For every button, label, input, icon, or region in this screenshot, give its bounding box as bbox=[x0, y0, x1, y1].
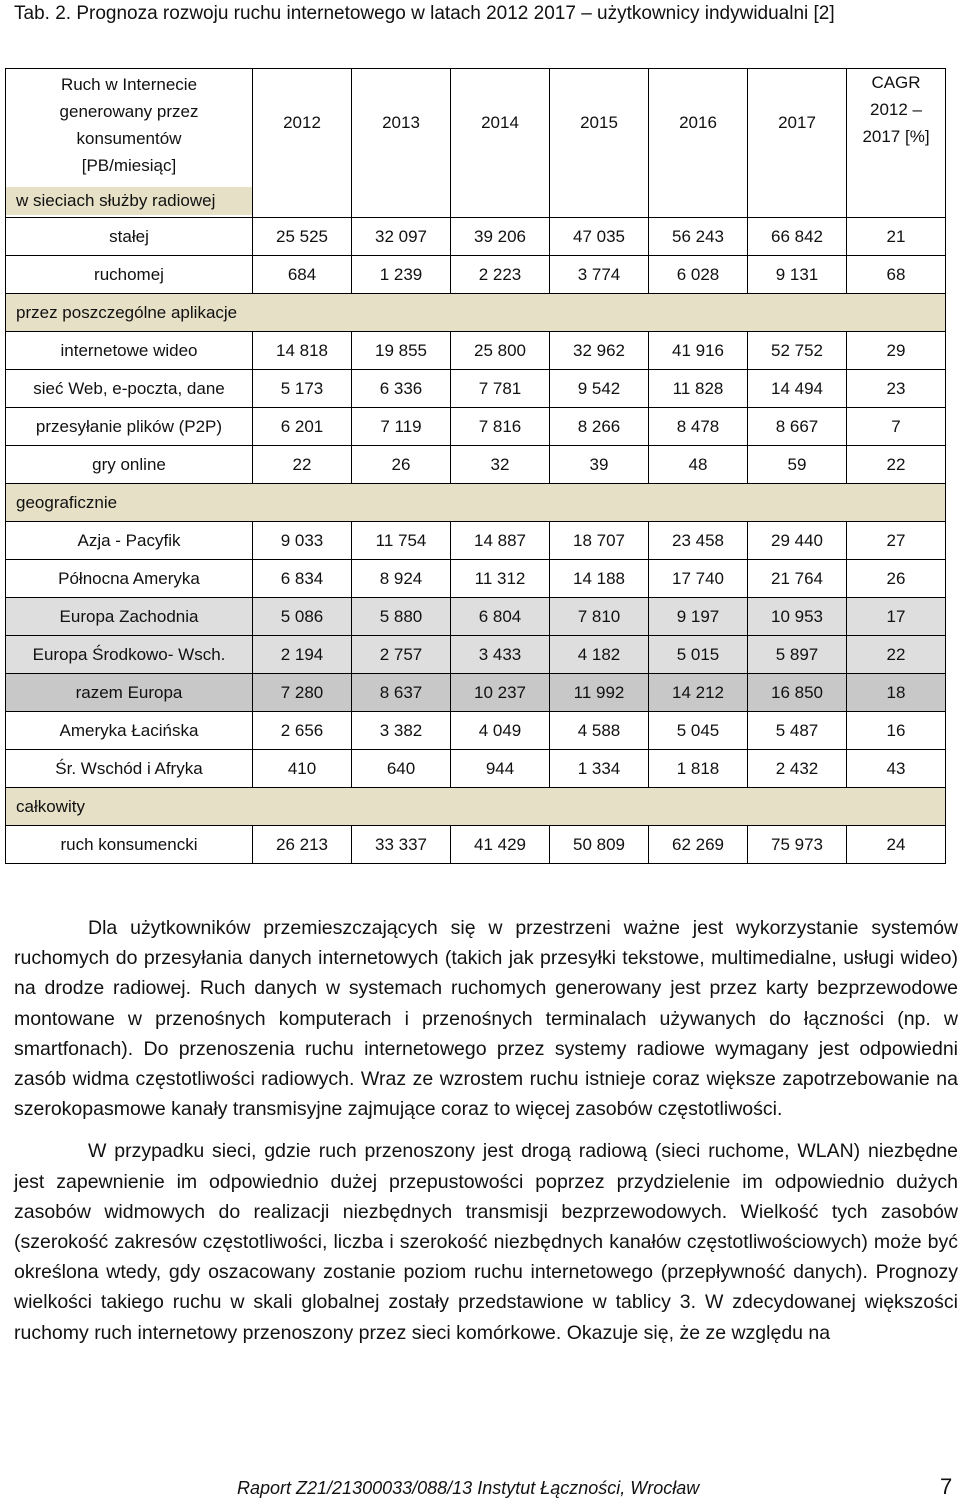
value-cell: 39 bbox=[550, 446, 649, 484]
section-row bbox=[6, 294, 946, 332]
value-cell: 56 243 bbox=[649, 218, 748, 256]
table-row bbox=[6, 560, 946, 598]
year-header: 2016 bbox=[649, 69, 748, 218]
value-cell: 410 bbox=[253, 750, 352, 788]
value-cell: 11 992 bbox=[550, 674, 649, 712]
cagr-cell: 21 bbox=[847, 218, 946, 256]
table-row bbox=[6, 218, 946, 256]
value-cell: 10 953 bbox=[748, 598, 847, 636]
value-cell: 47 035 bbox=[550, 218, 649, 256]
value-cell: 23 458 bbox=[649, 522, 748, 560]
value-cell: 19 855 bbox=[352, 332, 451, 370]
value-cell: 59 bbox=[748, 446, 847, 484]
value-cell: 8 924 bbox=[352, 560, 451, 598]
value-cell: 9 131 bbox=[748, 256, 847, 294]
value-cell: 5 015 bbox=[649, 636, 748, 674]
table-row bbox=[6, 408, 946, 446]
value-cell: 66 842 bbox=[748, 218, 847, 256]
value-cell: 7 816 bbox=[451, 408, 550, 446]
value-cell: 25 525 bbox=[253, 218, 352, 256]
section-label: przez poszczególne aplikacje bbox=[6, 294, 946, 332]
year-header: 2012 bbox=[253, 69, 352, 218]
value-cell: 41 916 bbox=[649, 332, 748, 370]
cagr-cell: 68 bbox=[847, 256, 946, 294]
value-cell: 8 478 bbox=[649, 408, 748, 446]
value-cell: 6 834 bbox=[253, 560, 352, 598]
value-cell: 5 045 bbox=[649, 712, 748, 750]
row-label: Śr. Wschód i Afryka bbox=[6, 750, 253, 788]
value-cell: 11 312 bbox=[451, 560, 550, 598]
value-cell: 6 201 bbox=[253, 408, 352, 446]
value-cell: 14 818 bbox=[253, 332, 352, 370]
value-cell: 7 810 bbox=[550, 598, 649, 636]
cagr-cell: 26 bbox=[847, 560, 946, 598]
value-cell: 4 049 bbox=[451, 712, 550, 750]
value-cell: 2 656 bbox=[253, 712, 352, 750]
table-row bbox=[6, 750, 946, 788]
forecast-table bbox=[5, 68, 946, 864]
value-cell: 5 880 bbox=[352, 598, 451, 636]
value-cell: 14 887 bbox=[451, 522, 550, 560]
value-cell: 7 781 bbox=[451, 370, 550, 408]
value-cell: 75 973 bbox=[748, 826, 847, 864]
value-cell: 3 382 bbox=[352, 712, 451, 750]
value-cell: 4 588 bbox=[550, 712, 649, 750]
value-cell: 7 280 bbox=[253, 674, 352, 712]
year-header: 2013 bbox=[352, 69, 451, 218]
section-row bbox=[6, 788, 946, 826]
year-header: 2015 bbox=[550, 69, 649, 218]
body-text bbox=[14, 913, 958, 1348]
value-cell: 2 432 bbox=[748, 750, 847, 788]
cagr-cell: 22 bbox=[847, 446, 946, 484]
row-label: Azja - Pacyfik bbox=[6, 522, 253, 560]
row-label: Ameryka Łacińska bbox=[6, 712, 253, 750]
cagr-cell: 17 bbox=[847, 598, 946, 636]
value-cell: 16 850 bbox=[748, 674, 847, 712]
row-label: Europa Zachodnia bbox=[6, 598, 253, 636]
table-row bbox=[6, 636, 946, 674]
value-cell: 640 bbox=[352, 750, 451, 788]
cagr-cell: 22 bbox=[847, 636, 946, 674]
paragraph: Dla użytkowników przemieszczających się w przestrzeni ważne jest wykorzystanie systemów ruchomych do przesyłania danych internetowych (takich jak przesyłki tekstowe, multimedialne, usługi wideo) na drodze radiowej. Ruch danych w systemach ruchomych generowany jest przez karty bezprzewodowe montowane w przenośnych komputerach i przenośnych terminalach używanych do łączności (np. w smartfonach). Do przenoszenia ruchu internetowego przez systemy radiowe wymagany jest odpowiedni zasób widma częstotliwości radiowych. Wraz ze wzrostem ruchu istnieje coraz większe zapotrzebowanie na szerokopasmowe kanały transmisyjne zajmujące coraz to więcej zasobów częstotliwości. bbox=[14, 917, 958, 1121]
row-label: razem Europa bbox=[6, 674, 253, 712]
cagr-cell: 27 bbox=[847, 522, 946, 560]
row-label: ruchomej bbox=[6, 256, 253, 294]
value-cell: 6 028 bbox=[649, 256, 748, 294]
value-cell: 944 bbox=[451, 750, 550, 788]
table-row bbox=[6, 256, 946, 294]
value-cell: 11 754 bbox=[352, 522, 451, 560]
cagr-cell: 16 bbox=[847, 712, 946, 750]
page-number: 7 bbox=[940, 1474, 953, 1499]
header-row bbox=[6, 69, 946, 218]
value-cell: 8 637 bbox=[352, 674, 451, 712]
value-cell: 48 bbox=[649, 446, 748, 484]
value-cell: 29 440 bbox=[748, 522, 847, 560]
section-label: geograficznie bbox=[6, 484, 946, 522]
value-cell: 50 809 bbox=[550, 826, 649, 864]
value-cell: 5 086 bbox=[253, 598, 352, 636]
value-cell: 7 119 bbox=[352, 408, 451, 446]
table-caption: Tab. 2. Prognoza rozwoju ruchu internetowego w latach 2012 2017 – użytkownicy indywidualni [2] bbox=[14, 3, 835, 24]
value-cell: 17 740 bbox=[649, 560, 748, 598]
value-cell: 9 197 bbox=[649, 598, 748, 636]
value-cell: 9 542 bbox=[550, 370, 649, 408]
table-row bbox=[6, 674, 946, 712]
value-cell: 14 212 bbox=[649, 674, 748, 712]
row-label: sieć Web, e-poczta, dane bbox=[6, 370, 253, 408]
header-sub-label: w sieciach służby radiowej bbox=[6, 187, 252, 215]
section-row bbox=[6, 484, 946, 522]
table-row bbox=[6, 598, 946, 636]
row-label: stałej bbox=[6, 218, 253, 256]
value-cell: 33 337 bbox=[352, 826, 451, 864]
row-label: ruch konsumencki bbox=[6, 826, 253, 864]
value-cell: 2 757 bbox=[352, 636, 451, 674]
value-cell: 14 188 bbox=[550, 560, 649, 598]
value-cell: 5 897 bbox=[748, 636, 847, 674]
row-label: gry online bbox=[6, 446, 253, 484]
value-cell: 32 bbox=[451, 446, 550, 484]
value-cell: 22 bbox=[253, 446, 352, 484]
report-footer: Raport Z21/21300033/088/13 Instytut Łączności, Wrocław bbox=[237, 1478, 700, 1498]
row-label: przesyłanie plików (P2P) bbox=[6, 408, 253, 446]
cagr-cell: 29 bbox=[847, 332, 946, 370]
value-cell: 32 097 bbox=[352, 218, 451, 256]
value-cell: 26 213 bbox=[253, 826, 352, 864]
value-cell: 5 173 bbox=[253, 370, 352, 408]
header-left-cell bbox=[6, 69, 253, 218]
value-cell: 14 494 bbox=[748, 370, 847, 408]
table-row bbox=[6, 446, 946, 484]
value-cell: 39 206 bbox=[451, 218, 550, 256]
value-cell: 8 667 bbox=[748, 408, 847, 446]
row-label: Północna Ameryka bbox=[6, 560, 253, 598]
value-cell: 41 429 bbox=[451, 826, 550, 864]
cagr-header: CAGR 2012 – 2017 [%] bbox=[847, 69, 946, 218]
value-cell: 6 804 bbox=[451, 598, 550, 636]
value-cell: 1 818 bbox=[649, 750, 748, 788]
value-cell: 2 223 bbox=[451, 256, 550, 294]
paragraph: W przypadku sieci, gdzie ruch przenoszony jest drogą radiową (sieci ruchome, WLAN) niezbędne jest zapewnienie im odpowiednio dużej przepustowości poprzez przydzielenie im odpowiednio dużych zasobów widmowych do realizacji niezbędnych transmisji bezprzewodowych. Wielkość tych zasobów (szerokość zakresów częstotliwości, liczba i szerokość niezbędnych kanałów częstotliwościowych) może być określona wtedy, gdy oszacowany zostanie poziom ruchu internetowego (przepływność danych). Prognozy wielkości takiego ruchu w skali globalnej zostały przedstawione w tablicy 3. W zdecydowanej większości ruchomy ruch internetowy przenoszony przez sieci komórkowe. Okazuje się, że ze względu na bbox=[14, 1140, 958, 1344]
value-cell: 10 237 bbox=[451, 674, 550, 712]
value-cell: 4 182 bbox=[550, 636, 649, 674]
cagr-cell: 7 bbox=[847, 408, 946, 446]
value-cell: 32 962 bbox=[550, 332, 649, 370]
cagr-cell: 23 bbox=[847, 370, 946, 408]
table-row bbox=[6, 522, 946, 560]
table-row bbox=[6, 370, 946, 408]
value-cell: 5 487 bbox=[748, 712, 847, 750]
value-cell: 6 336 bbox=[352, 370, 451, 408]
value-cell: 8 266 bbox=[550, 408, 649, 446]
value-cell: 2 194 bbox=[253, 636, 352, 674]
value-cell: 9 033 bbox=[253, 522, 352, 560]
value-cell: 1 334 bbox=[550, 750, 649, 788]
value-cell: 52 752 bbox=[748, 332, 847, 370]
cagr-cell: 43 bbox=[847, 750, 946, 788]
header-left-label: Ruch w Internecie generowany przez konsumentów [PB/miesiąc] bbox=[59, 75, 199, 175]
year-header: 2014 bbox=[451, 69, 550, 218]
table-row bbox=[6, 332, 946, 370]
row-label: Europa Środkowo- Wsch. bbox=[6, 636, 253, 674]
section-label: całkowity bbox=[6, 788, 946, 826]
table-row bbox=[6, 826, 946, 864]
value-cell: 3 433 bbox=[451, 636, 550, 674]
table-row bbox=[6, 712, 946, 750]
value-cell: 18 707 bbox=[550, 522, 649, 560]
value-cell: 62 269 bbox=[649, 826, 748, 864]
value-cell: 25 800 bbox=[451, 332, 550, 370]
value-cell: 26 bbox=[352, 446, 451, 484]
value-cell: 3 774 bbox=[550, 256, 649, 294]
year-header: 2017 bbox=[748, 69, 847, 218]
value-cell: 684 bbox=[253, 256, 352, 294]
row-label: internetowe wideo bbox=[6, 332, 253, 370]
cagr-cell: 24 bbox=[847, 826, 946, 864]
value-cell: 21 764 bbox=[748, 560, 847, 598]
value-cell: 11 828 bbox=[649, 370, 748, 408]
cagr-cell: 18 bbox=[847, 674, 946, 712]
value-cell: 1 239 bbox=[352, 256, 451, 294]
